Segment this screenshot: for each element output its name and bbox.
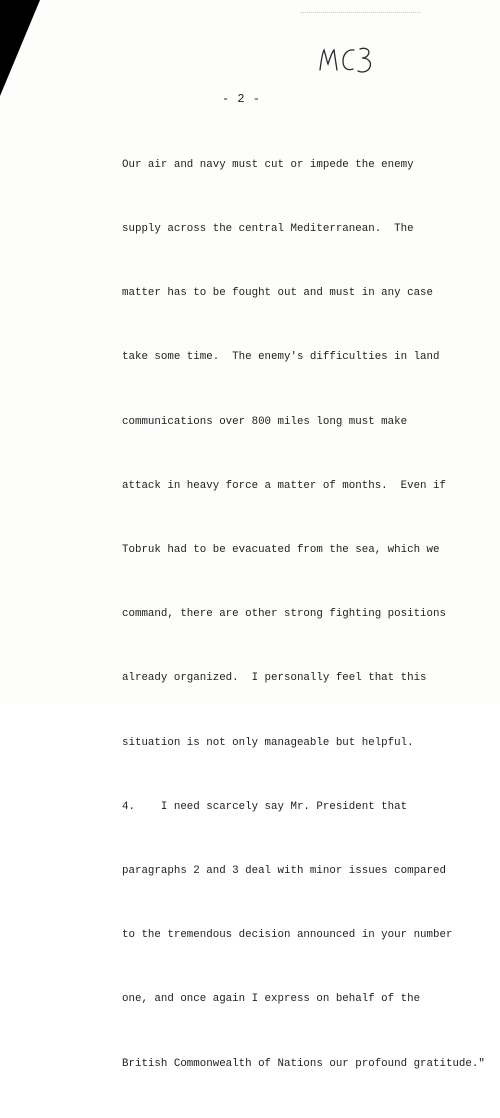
- text-line: one, and once again I express on behalf of the: [122, 993, 421, 1006]
- letter-body: [122, 112, 492, 1118]
- text-line: situation is not only manageable but helpful.: [122, 736, 414, 749]
- text-line: matter has to be fought out and must in any case: [122, 287, 434, 300]
- text-line: Our air and navy must cut or impede the enemy: [122, 158, 414, 171]
- scan-speckle: [300, 12, 420, 14]
- handwritten-mark-icon: [316, 40, 378, 82]
- handwritten-annotation: [316, 40, 378, 82]
- text-line: to the tremendous decision announced in your number: [122, 929, 453, 942]
- text-line: 4. I need scarcely say Mr. President that: [122, 800, 408, 813]
- text-line: supply across the central Mediterranean. The: [122, 223, 414, 236]
- text-line: attack in heavy force a matter of months. Even if: [122, 479, 446, 492]
- text-line: take some time. The enemy's difficulties in land: [122, 351, 440, 364]
- text-line: communications over 800 miles long must make: [122, 415, 408, 428]
- text-line: Tobruk had to be evacuated from the sea, which we: [122, 544, 440, 557]
- text-line: already organized. I personally feel that this: [122, 672, 427, 685]
- scan-corner-shadow: [0, 0, 40, 96]
- text-line: British Commonwealth of Nations our profound gratitude.": [122, 1057, 485, 1070]
- text-line: command, there are other strong fighting positions: [122, 608, 446, 621]
- page-number: - 2 -: [222, 92, 261, 106]
- text-line: paragraphs 2 and 3 deal with minor issues compared: [122, 865, 446, 878]
